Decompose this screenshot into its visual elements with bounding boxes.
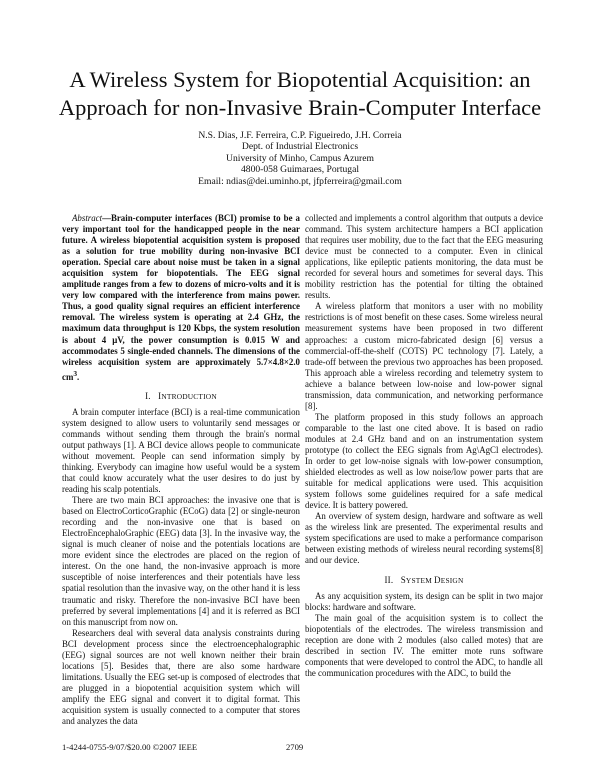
design-first-letter-2: D bbox=[434, 574, 441, 585]
abstract-end: . bbox=[77, 371, 80, 382]
section-heading-introduction bbox=[62, 391, 300, 402]
right-column bbox=[305, 213, 543, 679]
design-paragraph-1: As any acquisition system, its design can be split in two major blocks: hardware and software. bbox=[305, 590, 543, 612]
author-university: University of Minho, Campus Azurem bbox=[226, 152, 374, 164]
author-names: N.S. Dias, J.F. Ferreira, C.P. Figueiredo, J.H. Correia bbox=[198, 130, 402, 141]
design-mid: YSTEM bbox=[405, 575, 435, 585]
author-block bbox=[100, 130, 500, 187]
intro-paragraph-1: A brain computer interface (BCI) is a real-time communication system designed to allow users to voluntarily send messages or commands without sending them through the brain's normal output pathways [1]. A BCI device allows people to communicate without movement. People can send information simply by thinking. Everybody can imagine how useful would be a system that could know accurately what the user desires to do just by reading his scalp potentials. bbox=[62, 406, 300, 495]
intro-number: I. bbox=[145, 390, 151, 401]
paper-title bbox=[40, 66, 560, 122]
title-line-1: A Wireless System for Biopotential Acquisition: an bbox=[69, 67, 531, 92]
footer-isbn: 1-4244-0755-9/07/$20.00 ©2007 IEEE bbox=[62, 742, 198, 752]
intro-paragraph-6: An overview of system design, hardware and software as well as the wireless link are presented. The experimental results and system specifications are used to make a performance comparison between existing methods of wireless neural recording systems[8] and our device. bbox=[305, 511, 543, 566]
abstract-label: Abstract bbox=[72, 213, 103, 223]
section-heading-system-design bbox=[305, 575, 543, 586]
design-paragraph-2: The main goal of the acquisition system is to collect the biopotentials of the electrodes. The wireless transmission and reception are done with 2 modules (also called motes) that are described in section IV. The emitter mote runs software components that were developed to control the ADC, to handle all the communication procedures with the ADC, to build the bbox=[305, 612, 543, 678]
intro-rest: NTRODUCTION bbox=[161, 391, 217, 401]
abstract-dash: — bbox=[102, 213, 111, 223]
author-email: Email: ndias@dei.uminho.pt, jfpferreira@gmail.com bbox=[198, 175, 402, 187]
intro-paragraph-2: There are two main BCI approaches: the invasive one that is based on ElectroCorticoGraphic (ECoG) data [2] or single-neuron recording and the non-invasive one that is based on ElectroEncephaloGraphic (EEG) data [3]. In the invasive way, the signal is much cleaner of noise and the potentials locations are more evident since the electrodes are placed on the region of interest. On the one hand, the non-invasive approach is more susceptible of noise interferences and their potentials have less spatial resolution than the invasive way, on the other hand it is less traumatic and risky. Therefore the non-invasive BCI have been preferred by several implementations [4] and it is referred as BCI on this manuscript from now on. bbox=[62, 495, 300, 627]
author-city: 4800-058 Guimaraes, Portugal bbox=[240, 164, 360, 176]
author-dept: Dept. of Industrial Electronics bbox=[241, 141, 359, 153]
title-line-2: Approach for non-Invasive Brain-Computer Interface bbox=[58, 95, 542, 120]
page-number: 2709 bbox=[286, 742, 304, 752]
abstract-text: Brain-computer interfaces (BCI) promise to be a very important tool for the handicapped people in the near future. A wireless biopotential acquisition system is proposed as a solution for true mobility during non-invasive BCI operation. Special care about noise must be taken in a signal acquisition system for biopotentials. The EEG signal amplitude ranges from a few to dozens of micro-volts and it is very low compared with the interference from mains power. Thus, a good quality signal requires an efficient interference removal. The wireless system is operating at 2.4 GHz, the maximum data throughput is 120 Kbps, the system resolution is about 4 μV, the power consumption is 0.015 W and accommodates 5 single-ended channels. The dimensions of the wireless acquisition system are approximately 5.7×4.8×2.0 cm bbox=[62, 213, 300, 382]
design-rest: ESIGN bbox=[440, 575, 464, 585]
intro-first-letter: I bbox=[158, 390, 162, 401]
abstract bbox=[62, 213, 300, 383]
intro-paragraph-3: Researchers deal with several data analysis constraints during BCI development process since the electroencephalographic (EEG) signal sources are not well known neither their brain locations [5]. Besides that, there are also some hardware limitations. Usually the EEG set-up is composed of electrodes that are plugged in a biopotential acquisition system which will amplify the EEG signal and convert it to digital format. This acquisition system is usually connected to a computer that stores and analyzes the data bbox=[62, 627, 300, 727]
abstract-sup: 3 bbox=[73, 368, 78, 378]
intro-paragraph-5: The platform proposed in this study follows an approach comparable to the last one cited above. It is based on radio modules at 2.4 GHz band and on an instrumentation system prototype (to collect the EEG signals from Ag\AgCl electrodes). In order to get low-noise signals with low-power consumption, shielded electrodes as well as low noise/low power parts that are suitable for medical applications were used. This acquisition system follows some guidelines required for a safe medical device. It is battery powered. bbox=[305, 411, 543, 511]
intro-paragraph-4: A wireless platform that monitors a user with no mobility restrictions is of most benefit on these cases. Some wireless neural measurement systems have been proposed in two different approaches: a custom micro-fabricated design [6] versus a commercial-off-the-shelf (COTS) PC technology [7]. Lately, a trade-off between the previous two approaches has been proposed. This approach able a wireless recording and telemetry system to achieve a balance between low-noise and low-power signal transmission, data communication, and networking performance [8]. bbox=[305, 301, 543, 411]
design-number: II. bbox=[384, 574, 394, 585]
intro-paragraph-continued: collected and implements a control algorithm that outputs a device command. This system architecture hampers a BCI application that requires user mobility, due to the fact that the EEG measuring device must be connected to a computer. Even in clinical applications, like epileptic patients monitoring, the data must be recorded for several hours and sometimes for several days. This mobility restriction has the potential for tilting the obtained results. bbox=[305, 213, 543, 301]
left-column bbox=[62, 213, 300, 727]
design-first-letter: S bbox=[400, 574, 406, 585]
